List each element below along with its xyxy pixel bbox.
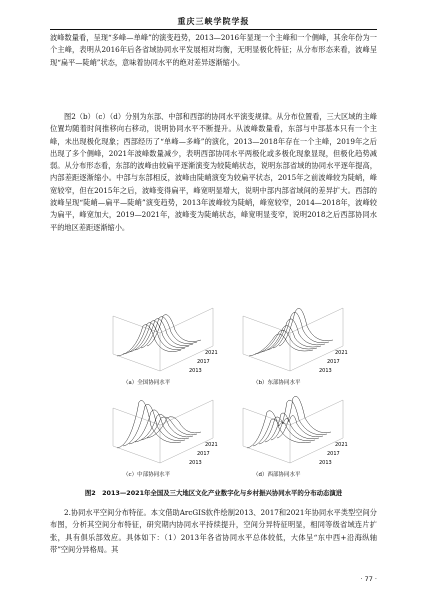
figure-panel-c xyxy=(105,388,220,480)
panel-a-label: （a）全国协同水平 xyxy=(123,380,171,386)
panel-b-label: （b）东部协同水平 xyxy=(253,380,301,386)
year-tick-d-2017: 2017 xyxy=(327,451,340,457)
panel-d-label: （d）西部协同水平 xyxy=(253,472,301,478)
year-tick-b-2021: 2021 xyxy=(335,350,348,356)
figure-panel-b xyxy=(235,296,350,388)
page-number: · 77 · xyxy=(360,575,377,583)
year-tick-a-2013: 2013 xyxy=(189,368,202,374)
panel-c-label: （c）中部协同水平 xyxy=(123,472,171,478)
paragraph-1: 波峰数量看，呈现“多峰—单峰”的演变趋势，2013—2016年显现一个主峰和一个侧峰，其余年份为一个主峰，表明从2016年后各省域协同水平发展相对均衡，无明显极化特征；从分布形态来看，波峰呈现“扁平—陡峭”状态，意味着协同水平的绝对差异逐渐缩小。 xyxy=(50,33,377,67)
year-tick-c-2013: 2013 xyxy=(189,460,202,466)
year-tick-b-2017: 2017 xyxy=(327,359,340,365)
surface-plot-c xyxy=(105,388,220,480)
year-tick-d-2021: 2021 xyxy=(335,442,348,448)
year-tick-a-2021: 2021 xyxy=(205,350,218,356)
year-tick-c-2017: 2017 xyxy=(197,451,210,457)
figure-caption: 图2 2013—2021年全国及三大地区文化产业数字化与乡村振兴协同水平的分布动态演进 xyxy=(84,489,343,497)
journal-header: 重庆三峡学院学报 xyxy=(50,16,377,30)
surface-plot-a xyxy=(105,296,220,388)
figure-panel-a xyxy=(105,296,220,388)
year-tick-a-2017: 2017 xyxy=(197,359,210,365)
paragraph-2: 图2（b）（c）（d）分别为东部、中部和西部的协同水平演变规律。从分布位置看，三大区域的主峰位置均随着时间推移向右移动，说明协同水平不断提升。从波峰数量看，东部与中部基本只有一个主峰，未出现极化现象；西部经历了“单峰—多峰”的演化，2013—2018年存在一个主峰，2019年之后出现了多个侧峰，2021年波峰数量减少，表明西部协同水平两极化或多极化现象显现，但极化趋势减弱。从分布形态看，东部的波峰由较扁平逐渐演变为较陡峭状态，说明东部省域的协同水平逐年提高，内部差距逐渐缩小。中部与东部相反，波峰由陡峭演变为较扁平状态，2015年之前波峰较为陡峭，峰宽较窄，但在2015年之后，波峰变得扁平，峰宽明显增大，说明中部内部省域间的差异扩大。西部的波峰呈现“陡峭—扁平—陡峭”演变趋势，2013年波峰较为陡峭，峰宽较窄，2014—2018年，波峰较为扁平，峰宽加大，2019—2021年，波峰变为陡峭状态，峰宽明显变窄，说明2018之后西部协同水平的地区差距逐渐缩小。 xyxy=(50,112,377,232)
year-tick-d-2013: 2013 xyxy=(319,460,332,466)
year-tick-b-2013: 2013 xyxy=(319,368,332,374)
year-tick-c-2021: 2021 xyxy=(205,442,218,448)
paragraph-3: 2.协同水平空间分布特征。本文借助ArcGIS软件绘制2013、2017和2021年协同水平类型空间分布图，分析其空间分布特征，研究期内协同水平持续提升，空间分异特征明显，相同等级省域连片扩张，具有俱乐部效应。具体如下：（1）2013年各省协同水平总体较低，大体呈“东中西+沿海纵轴带”空间分异格局。其 xyxy=(50,508,377,554)
surface-plot-d xyxy=(235,388,350,480)
surface-plot-b xyxy=(235,296,350,388)
figure-panel-d xyxy=(235,388,350,480)
